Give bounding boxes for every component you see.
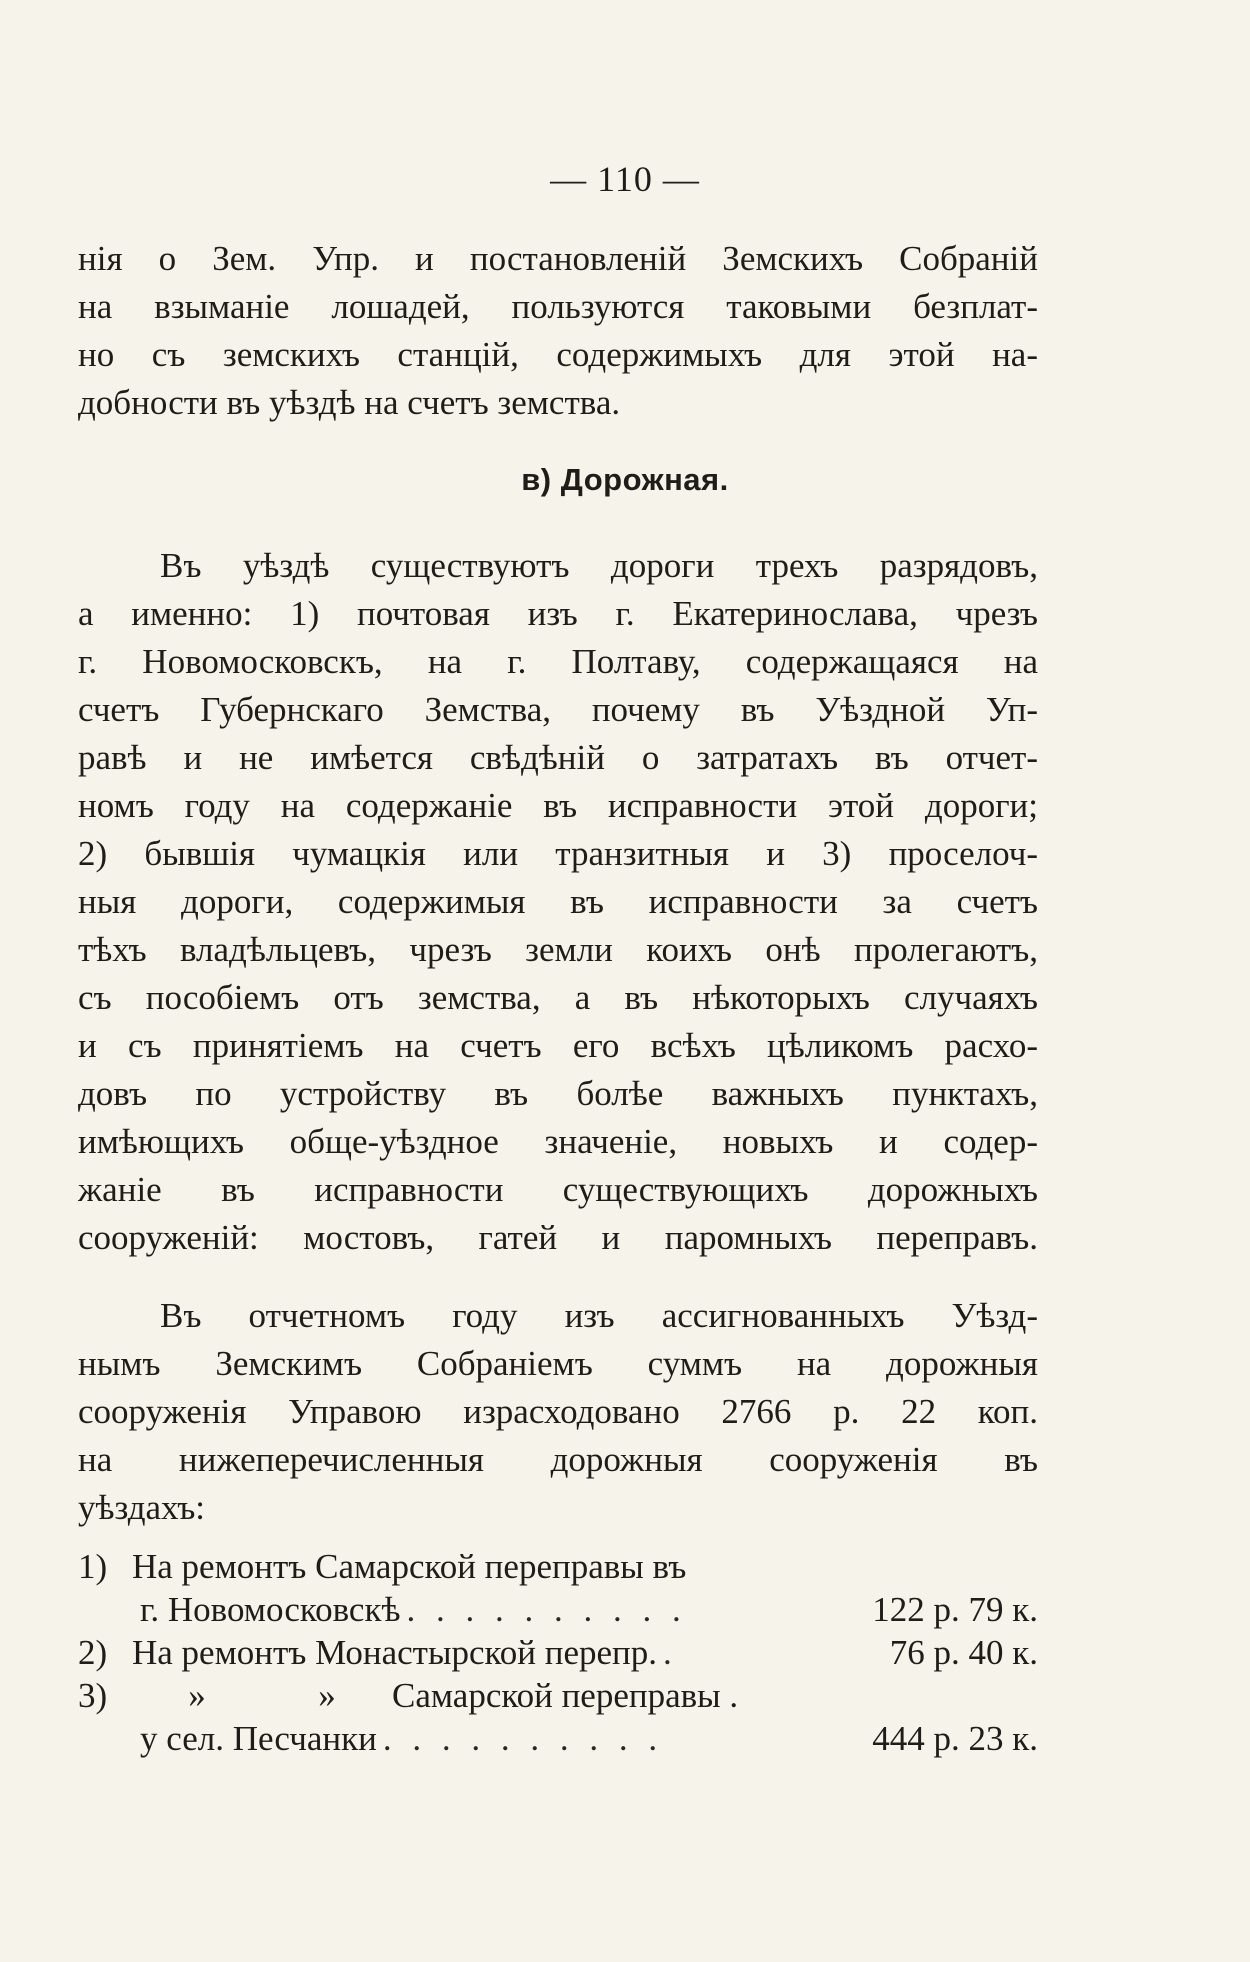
expense-list: [78, 1545, 1038, 1760]
text-line: Въ отчетномъ году изъ ассигнованныхъ Уѣзд-: [160, 1296, 1038, 1335]
leader-dots: .: [663, 1633, 678, 1672]
text-line: номъ году на содержаніе въ исправности этой дороги;: [78, 786, 1038, 825]
list-item: [78, 1545, 1038, 1588]
leader-dots: . . . . . . . . . .: [382, 1719, 664, 1758]
text-line: г. Новомосковскъ, на г. Полтаву, содержащаяся на: [78, 642, 1038, 681]
list-item-continuation: [78, 1588, 1038, 1631]
leader-dots: . . . . . . . . . .: [406, 1590, 687, 1629]
list-item-continuation: [78, 1717, 1038, 1760]
item-text: г. Новомосковскѣ: [140, 1590, 401, 1629]
paragraph-1: [78, 235, 1038, 427]
text-line: Въ уѣздѣ существуютъ дороги трехъ разрядовъ,: [160, 546, 1038, 585]
text-line: на взыманіе лошадей, пользуются таковыми безплат-: [78, 287, 1038, 326]
text-line: имѣющихъ обще-уѣздное значеніе, новыхъ и содер-: [78, 1122, 1038, 1161]
text-line: ныя дороги, содержимыя въ исправности за счетъ: [78, 882, 1038, 921]
text-line: жаніе въ исправности существующихъ дорожныхъ: [78, 1170, 1038, 1209]
item-text: Самарской переправы .: [392, 1676, 739, 1715]
item-amount: 444 р. 23 к.: [872, 1719, 1038, 1758]
text-line: съ пособіемъ отъ земства, а въ нѣкоторыхъ случаяхъ: [78, 978, 1038, 1017]
text-line: а именно: 1) почтовая изъ г. Екатеринослава, чрезъ: [78, 594, 1038, 633]
text-line: сооруженія Управою израсходовано 2766 р. 22 коп.: [78, 1392, 1038, 1431]
text-line: уѣздахъ:: [78, 1488, 206, 1527]
item-number: 1): [78, 1547, 108, 1586]
text-line: 2) бывшія чумацкія или транзитныя и 3) проселоч-: [78, 834, 1038, 873]
item-text: На ремонтъ Самарской переправы въ: [132, 1547, 687, 1586]
list-item: [78, 1631, 1038, 1674]
text-line: на нижеперечисленныя дорожныя сооруженія въ: [78, 1440, 1038, 1479]
ditto-mark: »: [188, 1676, 206, 1715]
text-line: нымъ Земскимъ Собраніемъ суммъ на дорожныя: [78, 1344, 1038, 1383]
text-line: добности въ уѣздѣ на счетъ земства.: [78, 383, 621, 422]
item-text: На ремонтъ Монастырской перепр.: [132, 1633, 657, 1672]
paragraph-3: [78, 1292, 1038, 1532]
item-number: 2): [78, 1633, 108, 1672]
section-heading: в) Дорожная.: [521, 462, 729, 497]
text-line: тѣхъ владѣльцевъ, чрезъ земли коихъ онѣ пролегаютъ,: [78, 930, 1038, 969]
text-line: сооруженій: мостовъ, гатей и паромныхъ переправъ.: [78, 1218, 1038, 1257]
spacer: [738, 1674, 1038, 1717]
text-line: равѣ и не имѣется свѣдѣній о затратахъ въ отчет-: [78, 738, 1038, 777]
item-amount: 76 р. 40 к.: [889, 1633, 1038, 1672]
text-line: нія о Зем. Упр. и постановленій Земскихъ Собраній: [78, 239, 1038, 278]
text-line: и съ принятіемъ на счетъ его всѣхъ цѣликомъ расхо-: [78, 1026, 1038, 1065]
paragraph-2: [78, 542, 1038, 1262]
text-line: довъ по устройству въ болѣе важныхъ пунктахъ,: [78, 1074, 1038, 1113]
item-text: у сел. Песчанки: [140, 1719, 377, 1758]
item-number: 3): [78, 1676, 108, 1715]
ditto-mark: »: [318, 1676, 336, 1715]
page-number: — 110 —: [550, 159, 700, 199]
list-item: [78, 1674, 1038, 1717]
item-amount: 122 р. 79 к.: [872, 1590, 1038, 1629]
text-line: счетъ Губернскаго Земства, почему въ Уѣздной Уп-: [78, 690, 1038, 729]
text-line: но съ земскихъ станцій, содержимыхъ для этой на-: [78, 335, 1038, 374]
